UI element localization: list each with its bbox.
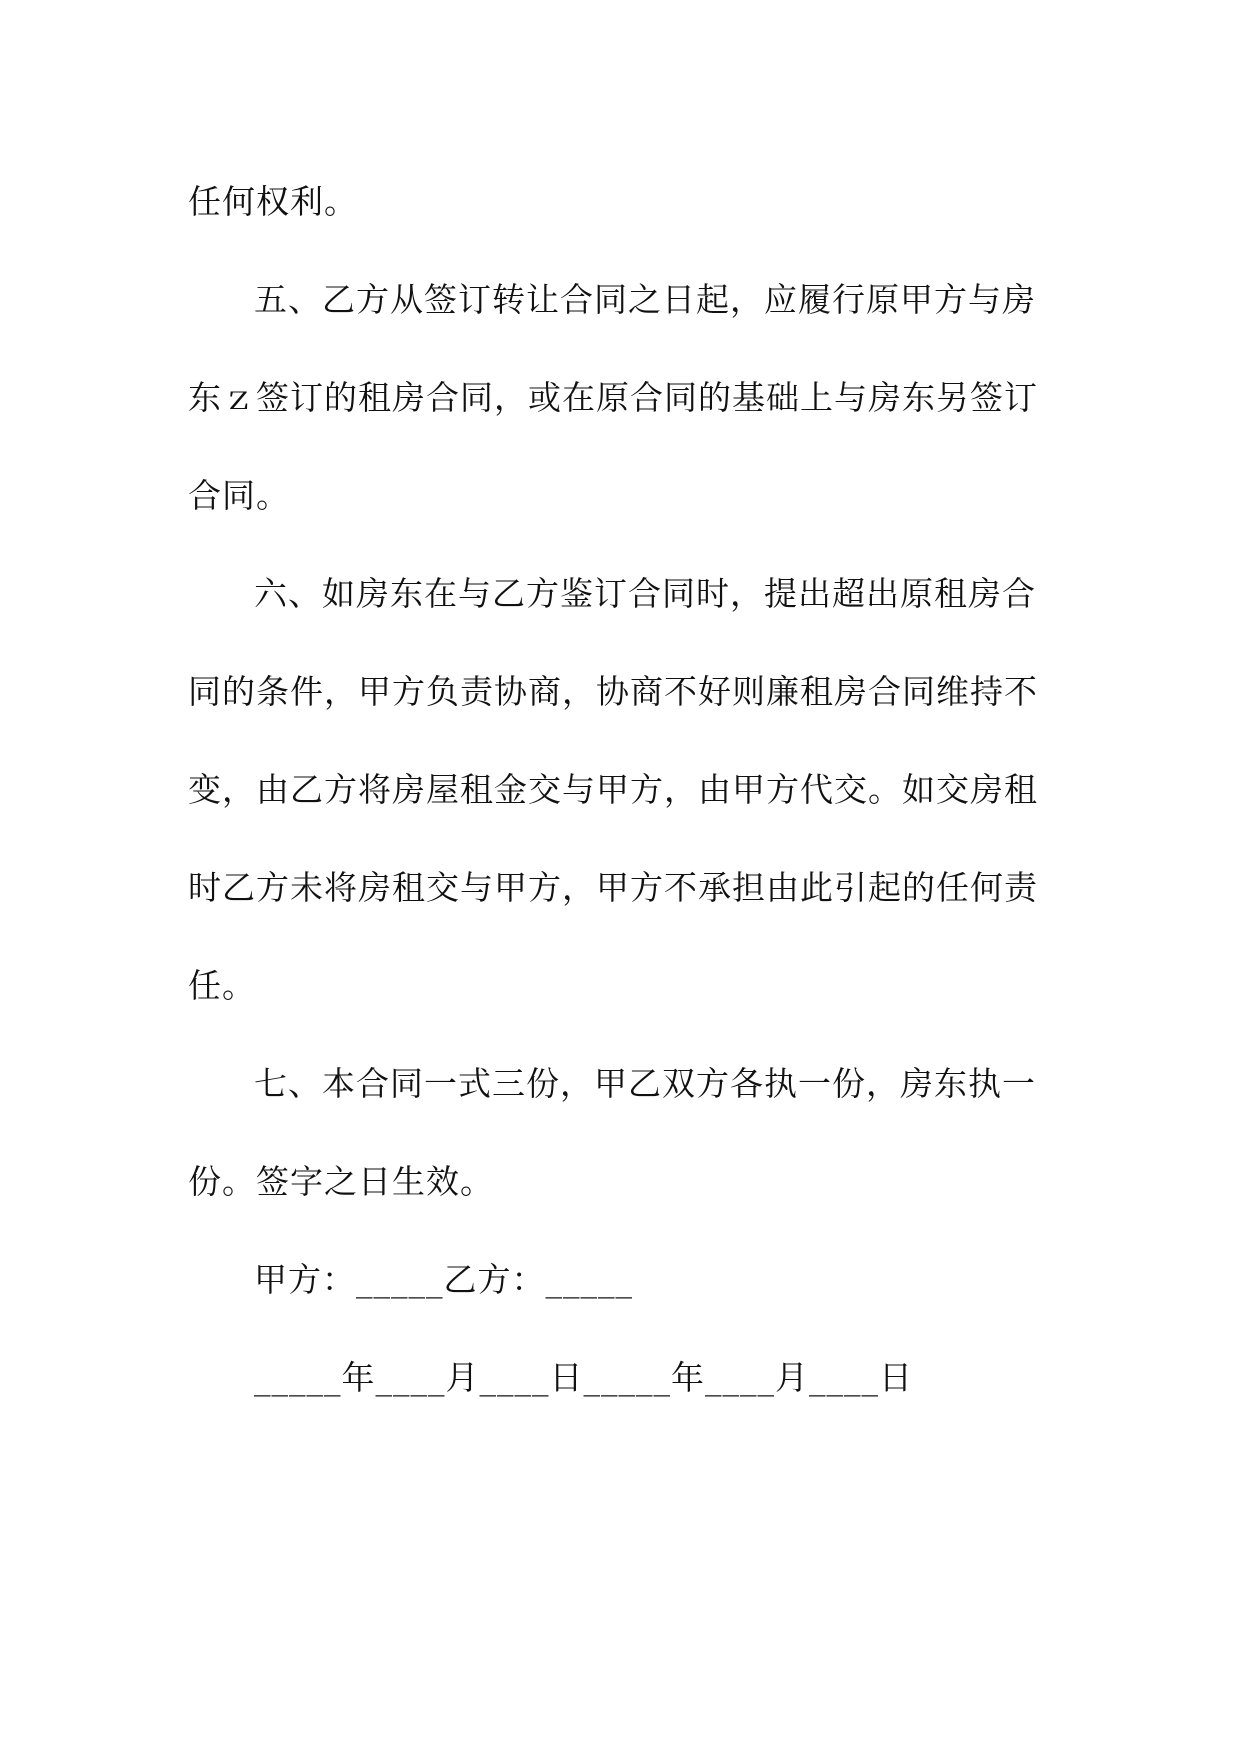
signature-line: 甲方：_____乙方：_____ <box>254 1260 633 1299</box>
text-line-1: 任何权利。 <box>188 182 358 221</box>
clause-6-line-5: 任。 <box>188 966 256 1005</box>
date-line: _____年____月____日_____年____月____日 <box>254 1358 913 1397</box>
clause-6-line-4: 时乙方未将房租交与甲方，甲方不承担由此引起的任何责 <box>188 868 1038 907</box>
clause-6-line-2: 同的条件，甲方负责协商，协商不好则廉租房合同维持不 <box>188 672 1038 711</box>
clause-6-line-3: 变，由乙方将房屋租金交与甲方，由甲方代交。如交房租 <box>188 770 1038 809</box>
clause-7-line-2: 份。签字之日生效。 <box>188 1162 494 1201</box>
clause-5-line-2: 东ｚ签订的租房合同，或在原合同的基础上与房东另签订 <box>188 378 1038 417</box>
clause-5-line-1: 五、乙方从签订转让合同之日起，应履行原甲方与房 <box>254 280 1036 319</box>
clause-5-line-3: 合同。 <box>188 476 290 515</box>
clause-6-line-1: 六、如房东在与乙方鉴订合同时，提出超出原租房合 <box>254 574 1036 613</box>
clause-7-line-1: 七、本合同一式三份，甲乙双方各执一份，房东执一 <box>254 1064 1036 1103</box>
